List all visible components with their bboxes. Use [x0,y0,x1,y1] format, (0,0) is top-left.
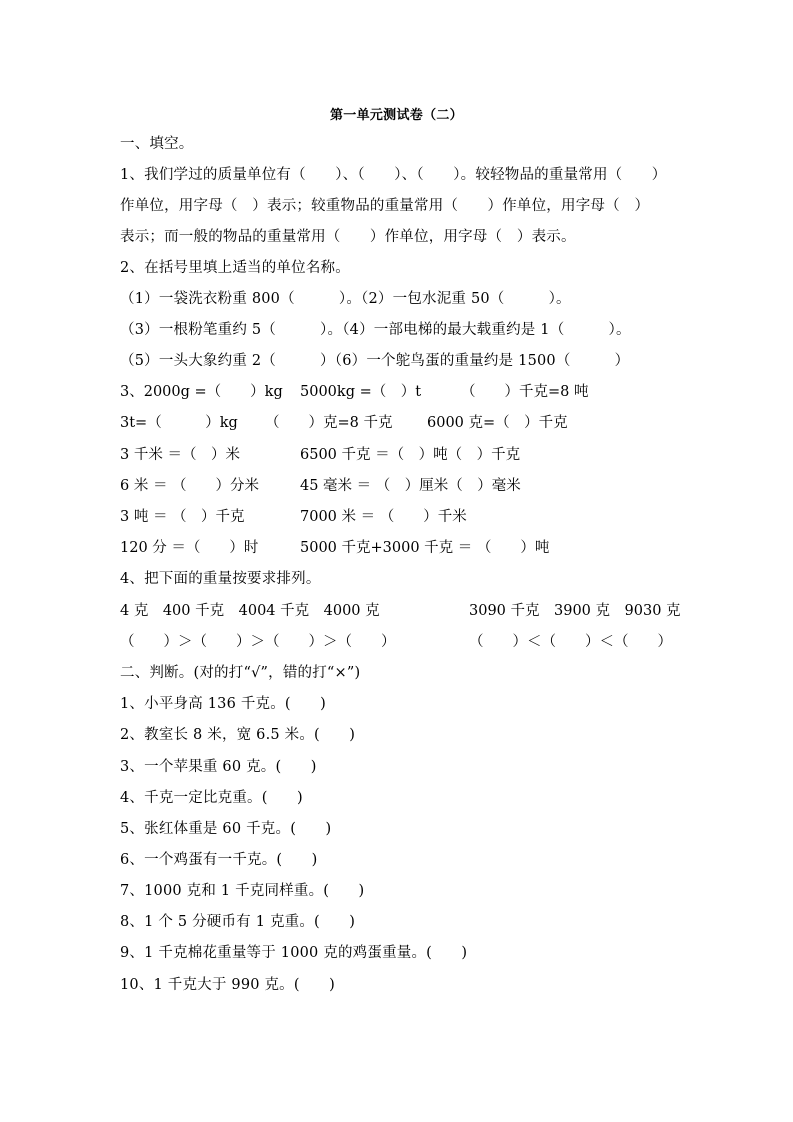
q3-cell: 6000 克=（ ）千克 [427,415,568,431]
q3-cell: 45 毫米 ＝ （ ）厘米（ ）毫米 [300,478,521,494]
q2-row2: （3）一根粉笔重约 5（ ）。（4）一部电梯的最大载重约是 1（ ）。 [120,322,631,338]
q2-row1: （1）一袋洗衣粉重 800（ ）。（2）一包水泥重 50（ ）。 [120,291,571,307]
judge-item: 8、1 个 5 分硬币有 1 克重。( ) [120,914,356,930]
judge-item: 4、千克一定比克重。( ) [120,790,303,806]
judge-item: 9、1 千克棉花重量等于 1000 克的鸡蛋重量。( ) [120,945,468,961]
q4-heading: 4、把下面的重量按要求排列。 [120,571,321,587]
q3-cell: 3t=（ ）kg [120,415,238,431]
q3-cell: （ ）千克=8 吨 [461,384,589,400]
q1-line3: 表示；而一般的物品的重量常用（ ）作单位，用字母（ ）表示。 [120,229,576,245]
page-title: 第一单元测试卷（二） [329,108,463,123]
q3-cell: 7000 米 ＝ （ ）千米 [300,509,467,525]
judge-item: 6、一个鸡蛋有一千克。( ) [120,852,318,868]
judge-item: 10、1 千克大于 990 克。( ) [120,977,335,993]
q3-cell: 3 千米 ＝（ ）米 [120,447,240,463]
q3-cell: 6 米 ＝ （ ）分米 [120,478,260,494]
q2-row3: （5）一头大象约重 2（ ）（6）一个鸵鸟蛋的重量约是 1500（ ） [120,353,630,369]
q3-cell: 3 吨 ＝ （ ）千克 [120,509,245,525]
q4-right-order: （ ）＜（ ）＜（ ） [469,634,672,650]
q4-left-items: 4 克 400 千克 4004 千克 4000 克 [120,603,380,619]
judge-item: 3、一个苹果重 60 克。( ) [120,759,317,775]
q3-cell: 5000kg =（ ）t [300,384,422,400]
q1-line2: 作单位，用字母（ ）表示；较重物品的重量常用（ ）作单位，用字母（ ） [120,198,650,214]
judge-item: 1、小平身高 136 千克。( ) [120,696,327,712]
judge-item: 5、张红体重是 60 千克。( ) [120,821,332,837]
judge-item: 2、教室长 8 米，宽 6.5 米。( ) [120,727,356,743]
q3-cell: 3、2000g =（ ）kg [120,384,283,400]
q4-left-order: （ ）＞（ ）＞（ ）＞（ ） [120,634,396,650]
q3-cell: 5000 千克+3000 千克 ＝ （ ）吨 [300,540,550,556]
q2-heading: 2、在括号里填上适当的单位名称。 [120,260,350,276]
q4-right-items: 3090 千克 3900 克 9030 克 [469,603,681,619]
section1-heading: 一、填空。 [120,136,194,152]
q3-cell: （ ）克=8 千克 [265,415,393,431]
q3-cell: 6500 千克 ＝（ ）吨（ ）千克 [300,447,521,463]
q1-line1: 1、我们学过的质量单位有（ ）、（ ）、（ ）。较轻物品的重量常用（ ） [120,167,667,183]
judge-item: 7、1000 克和 1 千克同样重。( ) [120,883,365,899]
q3-cell: 120 分 ＝（ ）时 [120,540,259,556]
section2-heading: 二、判断。(对的打“√”，错的打“×”) [120,665,361,681]
